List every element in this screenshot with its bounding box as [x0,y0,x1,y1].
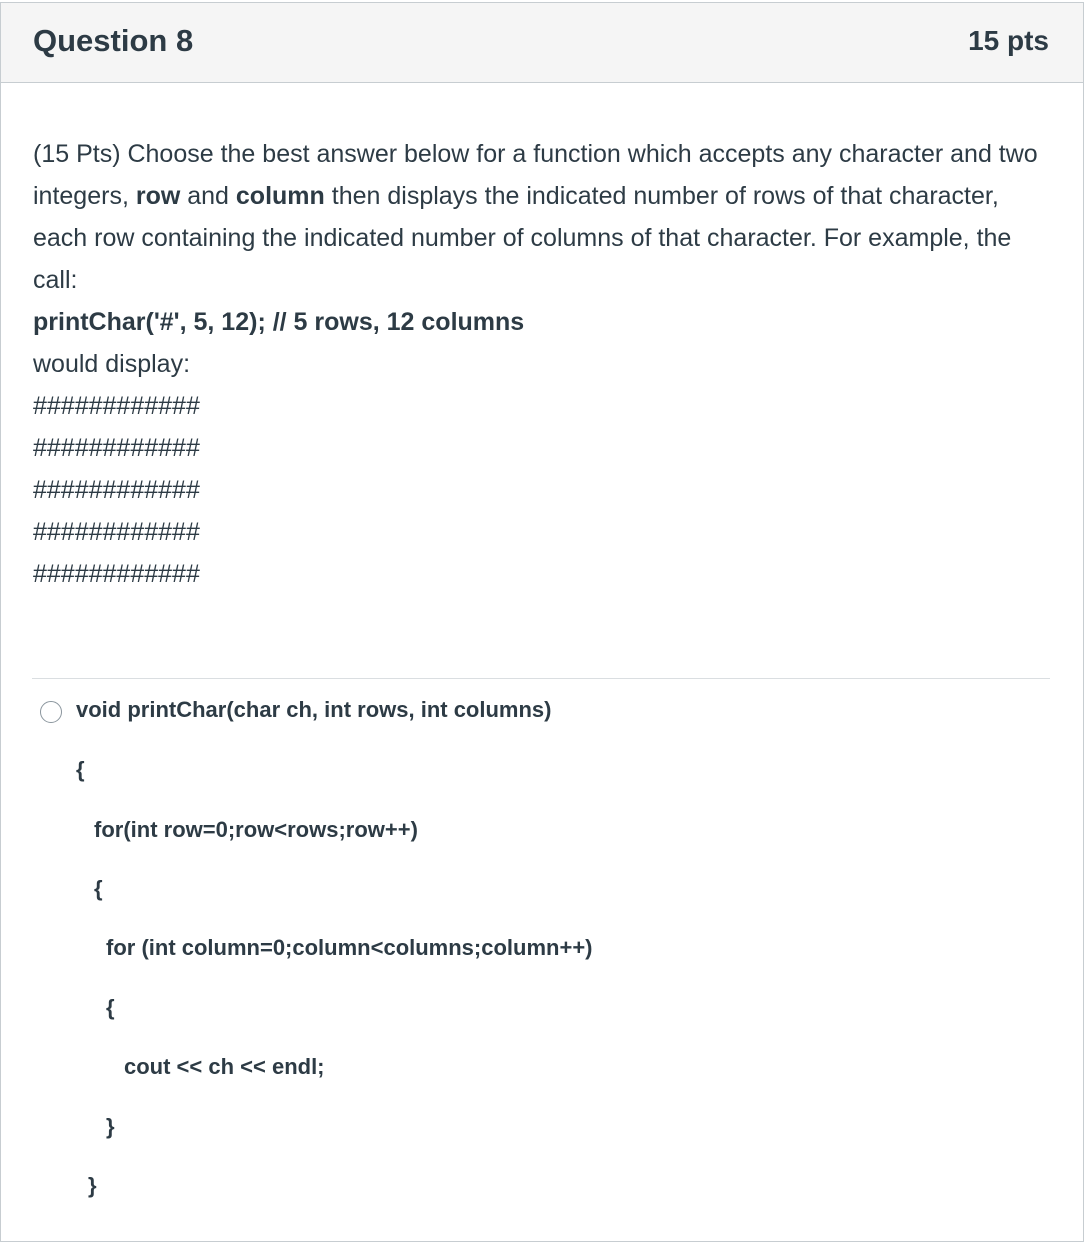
question-header [1,3,1083,83]
code-line: void printChar(char ch, int rows, int columns) [76,697,552,722]
output-line: ############ [33,392,200,420]
prompt-and: and [180,182,236,210]
output-line: ############ [33,518,200,546]
question-prompt [33,133,1043,301]
code-line: for(int row=0;row<rows;row++) [94,817,418,842]
would-display-label: would display: [33,350,191,378]
question-title: Question 8 [33,23,194,58]
code-line: { [106,995,115,1020]
output-line: ############ [33,560,200,588]
question-points: 15 pts [968,25,1049,56]
answer-radio-button[interactable] [40,701,62,723]
prompt-bold-column: column [235,182,325,210]
code-line: } [106,1114,115,1139]
prompt-bold-row: row [135,182,181,210]
code-line: { [94,876,103,901]
question-text [33,133,1043,595]
code-line: } [88,1173,97,1198]
answers-divider [32,678,1050,679]
prompt-part-1: (15 Pts) Choose the best answer below for a function which accepts any character and two integers, [33,140,1038,210]
code-line: for (int column=0;column<columns;column++) [106,935,593,960]
code-line: { [76,757,85,782]
call-example: printChar('#', 5, 12); // 5 rows, 12 columns [33,308,525,336]
output-line: ############ [33,476,200,504]
prompt-part-2: then displays the indicated number of rows of that character, each row containing the indicated number of columns of that character. For example, the call: [33,182,1012,294]
output-line: ############ [33,434,200,462]
code-line: cout << ch << endl; [124,1054,325,1079]
